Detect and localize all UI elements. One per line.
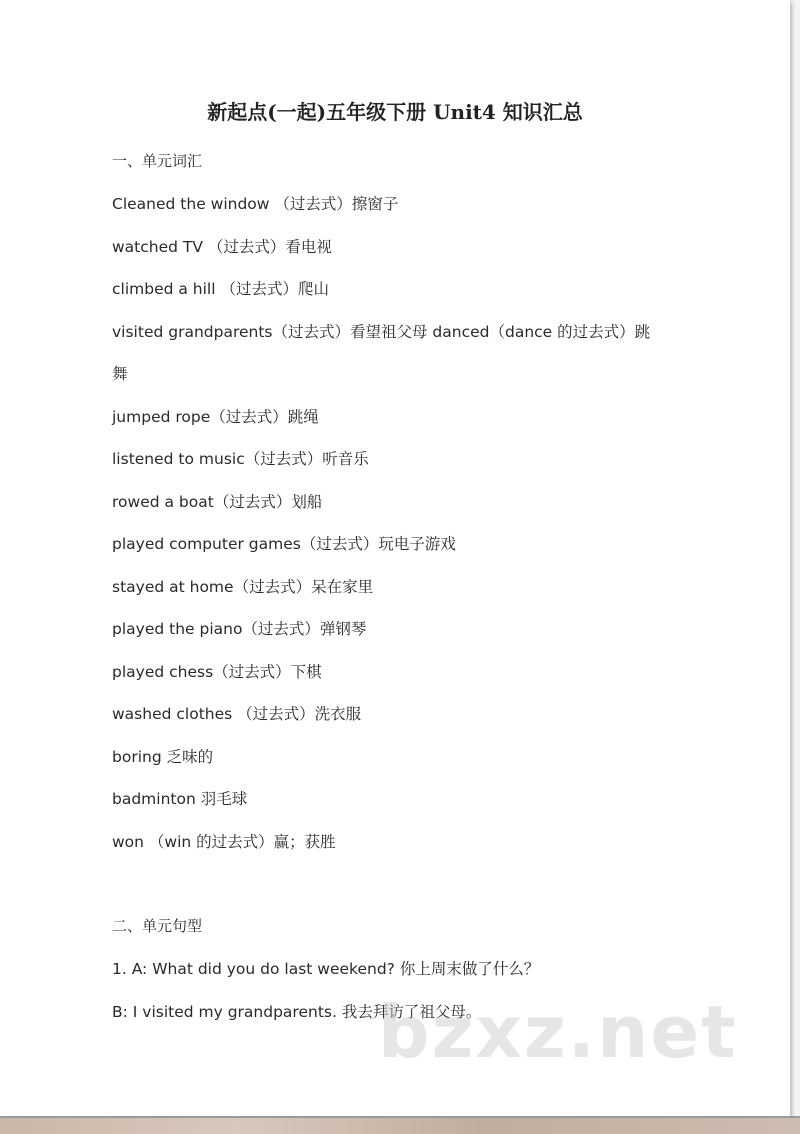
background-strip (0, 1118, 800, 1134)
vocab-item: boring 乏味的 (112, 748, 214, 766)
vocab-item: stayed at home（过去式）呆在家里 (112, 578, 374, 596)
vocab-item: rowed a boat（过去式）划船 (112, 493, 323, 511)
vocab-item: played computer games（过去式）玩电子游戏 (112, 535, 456, 553)
watermark: bzxz.net (378, 990, 738, 1074)
vocab-item: badminton 羽毛球 (112, 790, 248, 808)
vocab-item: played the piano（过去式）弹钢琴 (112, 620, 367, 638)
vocab-item-continuation: 舞 (112, 365, 128, 383)
page-title: 新起点(一起)五年级下册 Unit4 知识汇总 (207, 100, 583, 124)
vocab-item: washed clothes （过去式）洗衣服 (112, 705, 362, 723)
sentence-item: 1. A: What did you do last weekend? 你上周末做了什么？ (112, 960, 540, 978)
vocab-item: jumped rope（过去式）跳绳 (112, 408, 319, 426)
vocab-item: listened to music（过去式）听音乐 (112, 450, 369, 468)
vocab-item: won （win 的过去式）赢；获胜 (112, 833, 336, 851)
vocab-item: Cleaned the window （过去式）擦窗子 (112, 195, 399, 213)
vocab-item: climbed a hill （过去式）爬山 (112, 280, 329, 298)
vocab-item: visited grandparents（过去式）看望祖父母 danced（dance 的过去式）跳 (112, 323, 651, 341)
vocab-item: played chess（过去式）下棋 (112, 663, 322, 681)
vocab-item: watched TV （过去式）看电视 (112, 238, 332, 256)
sentence-item: B: I visited my grandparents. 我去拜访了祖父母。 (112, 1003, 482, 1021)
section-heading-sentences: 二、单元句型 (112, 917, 203, 935)
section-heading-vocab: 一、单元词汇 (112, 152, 203, 170)
